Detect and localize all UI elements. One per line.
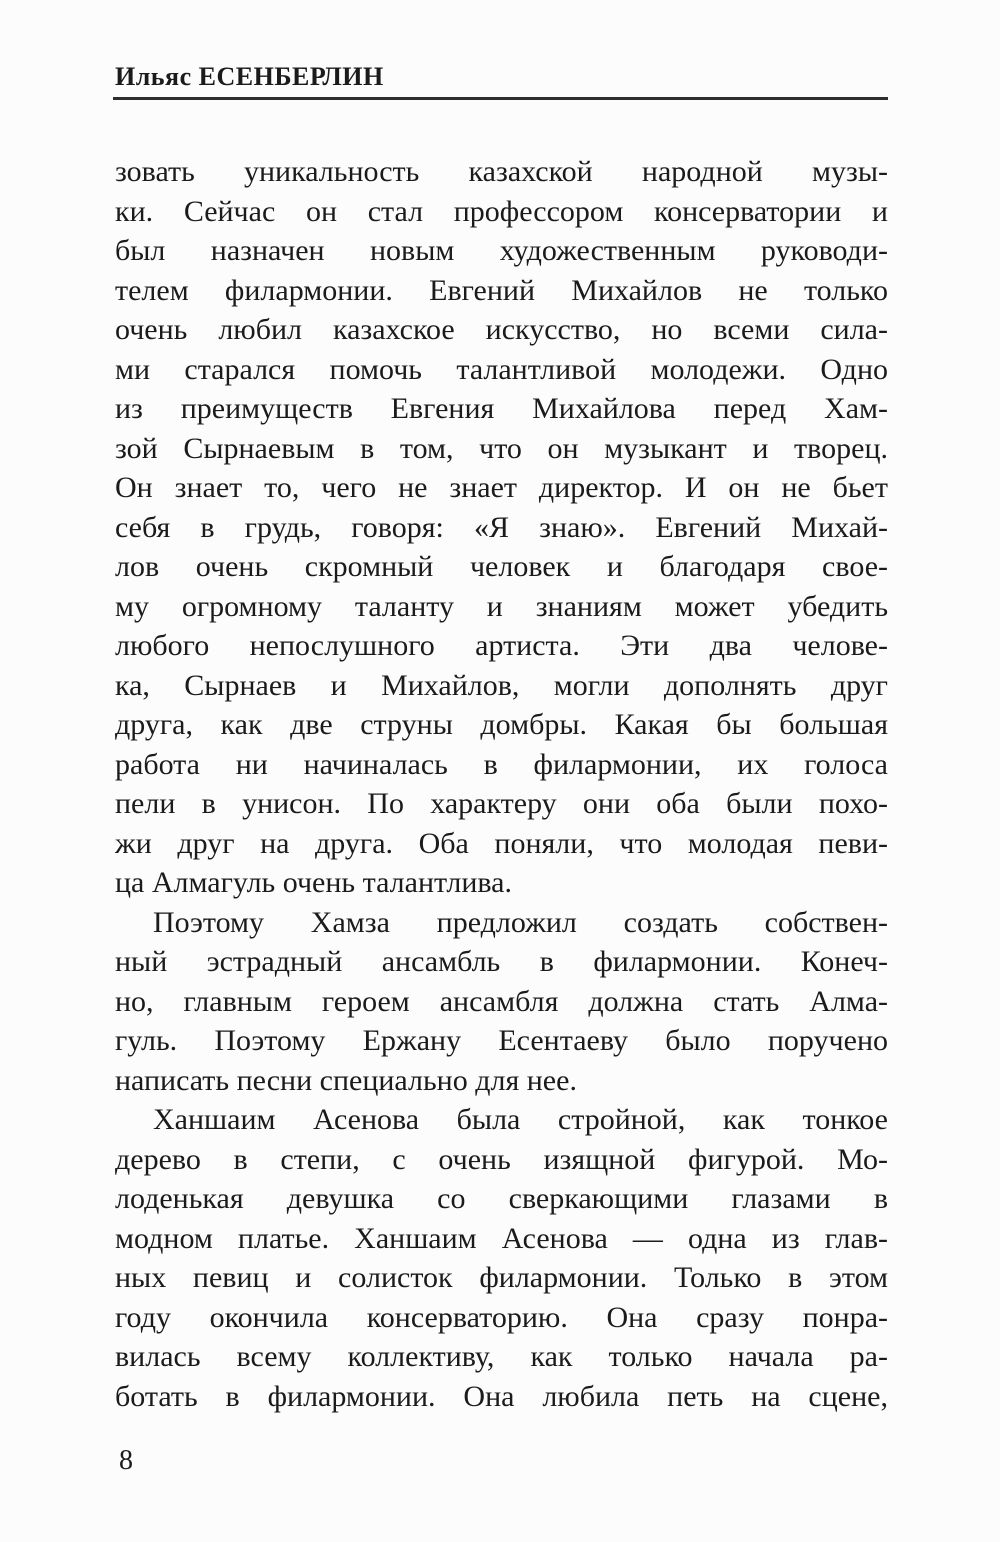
text-line: себя в грудь, говоря: «Я знаю». Евгений Михай- — [115, 510, 888, 544]
text-line: гуль. Поэтому Ержану Есентаеву было поручено — [115, 1024, 888, 1057]
body-text — [115, 152, 888, 1416]
text-line: ка, Сырнаев и Михайлов, могли дополнять друг — [115, 668, 888, 702]
text-line: зой Сырнаевым в том, что он музыкант и творец. — [115, 431, 888, 465]
text-line: году окончила консерваторию. Она сразу понра- — [115, 1300, 888, 1334]
text-line: написать песни специально для нее. — [115, 1063, 577, 1097]
text-line: Он знает то, чего не знает директор. И он не бьет — [115, 471, 888, 504]
text-line: ца Алмагуль очень талантлива. — [115, 866, 512, 899]
text-line: лоденькая девушка со сверкающими глазами в — [115, 1182, 888, 1215]
text-line: друга, как две струны домбры. Какая бы большая — [115, 708, 888, 741]
text-line: жи друг на друга. Оба поняли, что молодая певи- — [115, 826, 888, 860]
text-line: любого непослушного артиста. Эти два челове- — [115, 629, 888, 662]
text-line: был назначен новым художественным руководи- — [115, 234, 888, 267]
text-line: очень любил казахское искусство, но всеми сила- — [115, 313, 888, 346]
running-header-author: Ильяс ЕСЕНБЕРЛИН — [115, 62, 384, 91]
text-line: зовать уникальность казахской народной музы- — [115, 155, 888, 188]
text-line: му огромному таланту и знаниям может убедить — [115, 589, 888, 623]
text-line: ботать в филармонии. Она любила петь на сцене, — [115, 1379, 888, 1413]
text-line: Поэтому Хамза предложил создать собствен- — [153, 905, 888, 939]
text-line: вилась всему коллективу, как только начала ра- — [115, 1340, 888, 1373]
text-line: ных певиц и солисток филармонии. Только в этом — [115, 1261, 888, 1294]
text-line: телем филармонии. Евгений Михайлов не только — [115, 273, 888, 307]
text-line: Ханшаим Асенова была стройной, как тонкое — [153, 1103, 888, 1136]
text-line: ки. Сейчас он стал профессором консерватории и — [115, 194, 888, 228]
page-number: 8 — [119, 1445, 133, 1476]
text-line: но, главным героем ансамбля должна стать Алма- — [115, 984, 888, 1018]
header-rule — [113, 97, 888, 100]
text-line: дерево в степи, с очень изящной фигурой. Мо- — [115, 1142, 888, 1176]
text-line: пели в унисон. По характеру они оба были похо- — [115, 787, 888, 820]
text-line: работа ни начиналась в филармонии, их голоса — [115, 747, 888, 781]
text-line: ми старался помочь талантливой молодежи. Одно — [115, 352, 888, 386]
text-line: лов очень скромный человек и благодаря свое- — [115, 550, 888, 583]
text-line: модном платье. Ханшаим Асенова — одна из глав- — [115, 1221, 888, 1255]
text-line: ный эстрадный ансамбль в филармонии. Конеч- — [115, 945, 888, 978]
text-line: из преимуществ Евгения Михайлова перед Хам- — [115, 392, 888, 425]
